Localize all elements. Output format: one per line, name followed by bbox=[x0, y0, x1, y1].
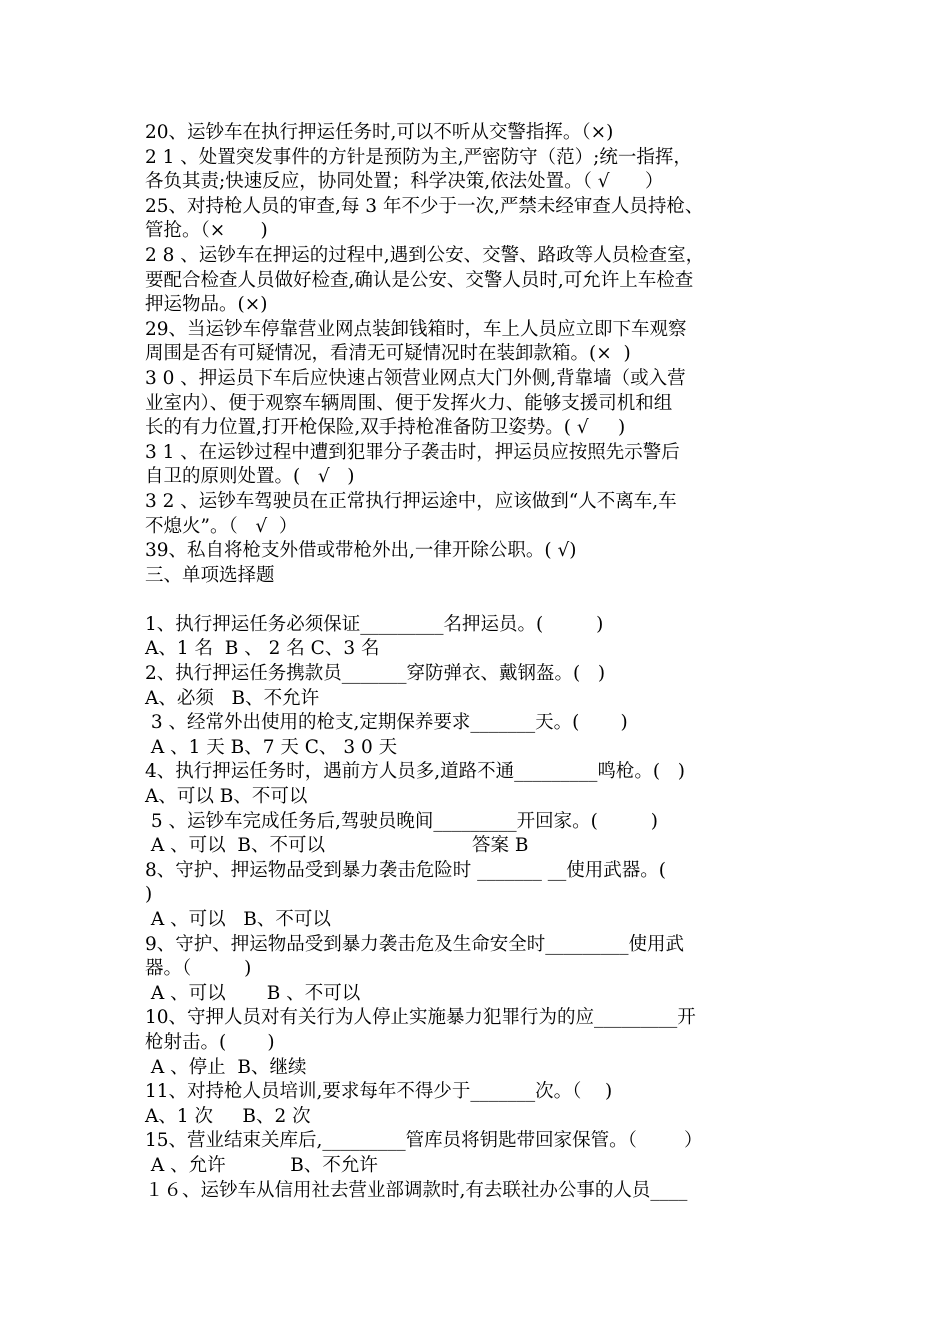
text-line: 周围是否有可疑情况，看清无可疑情况时在装卸款箱。(× ) bbox=[145, 343, 631, 365]
text-line: A、1 次 B、2 次 bbox=[145, 1105, 311, 1127]
text-line: A、可以 B、不可以 bbox=[145, 786, 308, 808]
text-line: 业室内）、便于观察车辆周围、便于发挥火力、能够支援司机和组 bbox=[145, 392, 673, 414]
text-line: A 、停止 B、继续 bbox=[145, 1056, 307, 1078]
text-line: 管抢。（× ) bbox=[145, 220, 268, 242]
text-line: 器。（ ) bbox=[145, 958, 252, 980]
text-line: A 、允许 B、不允许 bbox=[145, 1154, 378, 1176]
text-line: A、必须 B、不允许 bbox=[145, 687, 320, 709]
text-line: 押运物品。(×) bbox=[145, 294, 268, 316]
document-page bbox=[145, 121, 825, 1203]
text-line: A 、可以 B 、不可以 bbox=[145, 982, 361, 1004]
text-line: 3 2 、运钞车驾驶员在正常执行押运途中，应该做到“人不离车,车 bbox=[145, 490, 677, 512]
text-line: 3 、经常外出使用的枪支,定期保养要求_______天。( ) bbox=[145, 712, 628, 734]
text-line: 2 1 、处置突发事件的方针是预防为主,严密防守（范）;统一指挥， bbox=[145, 146, 692, 168]
text-line: １６、运钞车从信用社去营业部调款时,有去联社办公事的人员____ bbox=[145, 1179, 688, 1201]
text-line: 25、对持枪人员的审查,每 3 年不少于一次,严禁未经审查人员持枪、 bbox=[145, 195, 704, 217]
text-line: 自卫的原则处置。( √ ) bbox=[145, 466, 355, 488]
text-line: 15、营业结束关库后,_________管库员将钥匙带回家保管。（ ） bbox=[145, 1130, 703, 1152]
text-line: A 、可以 B、不可以 答案 B bbox=[145, 835, 529, 857]
text-line: 各负其责;快速反应，协同处置；科学决策,依法处置。（ √ ） bbox=[145, 171, 664, 193]
text-line: 要配合检查人员做好检查,确认是公安、交警人员时,可允许上车检查 bbox=[145, 269, 694, 291]
text-line: 20、运钞车在执行押运任务时,可以不听从交警指挥。（×) bbox=[145, 122, 614, 143]
text-line: 不熄火”。（ √ ） bbox=[145, 515, 298, 537]
text-line: 枪射击。( ) bbox=[145, 1031, 275, 1053]
text-line: 2、执行押运任务携款员_______穿防弹衣、戴钢盔。( ) bbox=[145, 663, 606, 685]
text-line: 三、单项选择题 bbox=[145, 564, 275, 586]
text-line: A、1 名 B 、 2 名 C、3 名 bbox=[145, 638, 380, 660]
text-line: 1、执行押运任务必须保证_________名押运员。( ) bbox=[145, 613, 604, 635]
text-line: ) bbox=[145, 884, 153, 906]
text-line: A 、1 天 B、7 天 C、 3 0 天 bbox=[145, 736, 398, 758]
text-line: A 、可以 B、不可以 bbox=[145, 909, 331, 930]
text-line: 3 1 、在运钞过程中遭到犯罪分子袭击时，押运员应按照先示警后 bbox=[145, 441, 680, 463]
text-line: 11、对持枪人员培训,要求每年不得少于_______次。（ ) bbox=[145, 1081, 613, 1103]
text-line: 9、守护、押运物品受到暴力袭击危及生命安全时_________使用武 bbox=[145, 933, 685, 955]
text-line: 29、当运钞车停靠营业网点装卸钱箱时，车上人员应立即下车观察 bbox=[145, 318, 687, 340]
text-line: 2 8 、运钞车在押运的过程中,遇到公安、交警、路政等人员检查室， bbox=[145, 244, 705, 266]
text-line: 长的有力位置,打开枪保险,双手持枪准备防卫姿势。( √ ) bbox=[145, 417, 626, 439]
text-line bbox=[145, 588, 825, 613]
text-line: 10、守押人员对有关行为人停止实施暴力犯罪行为的应_________开 bbox=[145, 1007, 696, 1029]
text-line: 3 0 、押运员下车后应快速占领营业网点大门外侧,背靠墙（或入营 bbox=[145, 367, 686, 389]
text-line: 5 、运钞车完成任务后,驾驶员晚间_________开回家。( ) bbox=[145, 810, 659, 832]
text-line: 8、守护、押运物品受到暴力袭击危险时 _______ __使用武器。( bbox=[145, 859, 667, 881]
text-line: 39、私自将枪支外借或带枪外出,一律开除公职。( √) bbox=[145, 540, 577, 562]
text-line: 4、执行押运任务时，遇前方人员多,道路不通_________鸣枪。( ) bbox=[145, 761, 685, 783]
